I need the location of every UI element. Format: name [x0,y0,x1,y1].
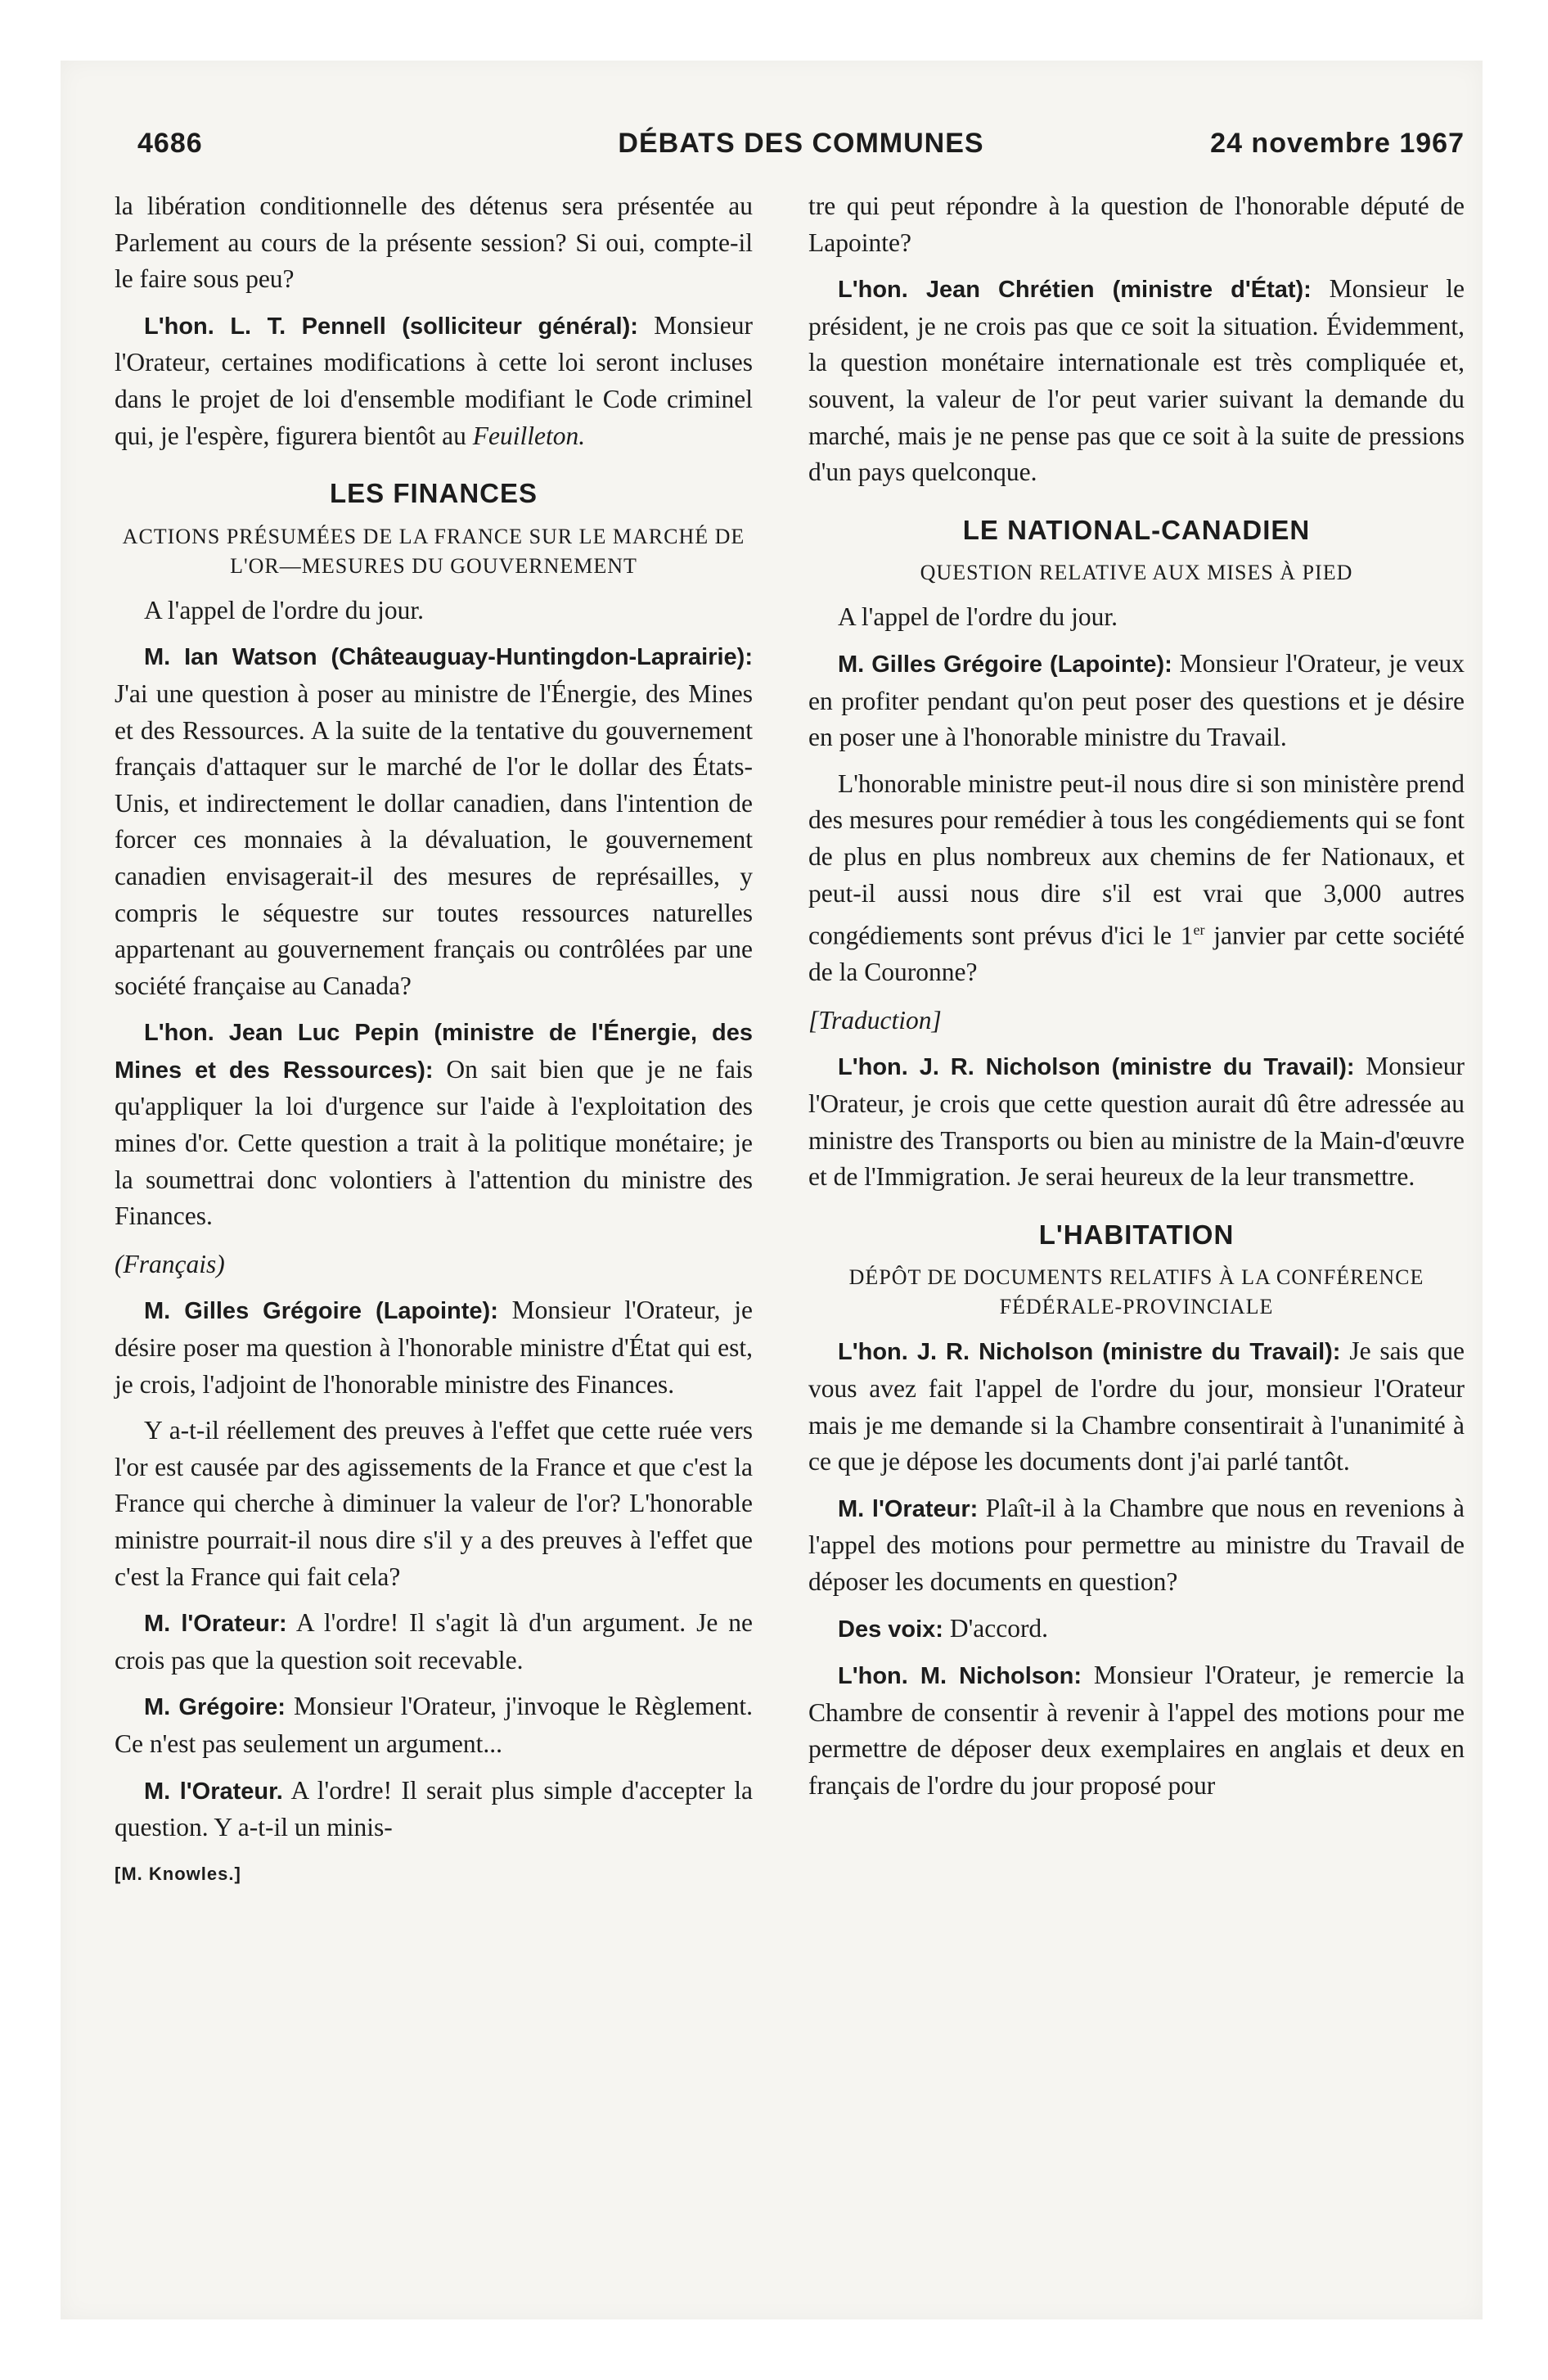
paragraph [115,308,753,454]
paragraph [808,1048,1465,1195]
speaker-name: M. Grégoire: [144,1694,286,1721]
language-note: [Traduction] [808,1005,942,1034]
speaker-name: L'hon. Jean Chrétien (ministre d'État): [838,277,1312,304]
speech-text: D'accord. [949,1613,1049,1643]
header-date: 24 novembre 1967 [1210,128,1465,159]
section-heading: L'HABITATION [1038,1219,1235,1250]
paragraph [115,1688,753,1762]
paragraph [808,646,1465,756]
section-heading: LES FINANCES [329,478,538,509]
paragraph [115,1773,753,1846]
speech-text: A l'ordre! Il serait plus simple d'accepter la question. Y a-t-il un minis- [115,1775,753,1842]
speech-text: Je sais que vous avez fait l'appel de l'ordre du jour, monsieur l'Orateur mais je me demande si la Chambre consentirait à l'unanimité à ce que je dépose les documents dont j'ai parlé tantôt. [808,1336,1465,1476]
speech-text: Monsieur l'Orateur, je veux en profiter pendant qu'on peut poser des questions et je désire en poser une à l'honorable ministre du Travail. [808,648,1465,752]
paragraph: tre qui peut répondre à la question de l'honorable député de Lapointe? [808,192,1465,257]
paragraph [808,1490,1465,1601]
speaker-name: M. Gilles Grégoire (Lapointe): [838,651,1172,678]
paragraph: Y a-t-il réellement des preuves à l'effet que cette ruée vers l'or est causée par des agissements de la France et que c'est la France qui cherche à diminuer la valeur de l'or? L'honorable ministre pourrait-il nous dire s'il y a des preuves à l'effet que c'est la France qui fait cela? [115,1416,753,1591]
speaker-name: M. l'Orateur. [144,1778,283,1805]
paragraph [808,766,1465,991]
speech-text: L'honorable ministre peut-il nous dire si son ministère prend des mesures pour remédier à tous les congédiements qui se font de plus en plus nombreux aux chemins de fer Nationaux, et peut-il aussi nous dire s'il est vrai que 3,000 autres congédiements sont prévus d'ici le 1 [808,769,1465,950]
speaker-name: M. Gilles Grégoire (Lapointe): [144,1298,498,1325]
paragraph [808,271,1465,491]
speech-text: Plaît-il à la Chambre que nous en revenions à l'appel des motions pour permettre au ministre du Travail de déposer les documents en question? [808,1493,1465,1596]
paragraph [115,1292,753,1403]
paragraph [115,638,753,1004]
section-subheading: DÉPÔT DE DOCUMENTS RELATIFS À LA CONFÉRENCE FÉDÉRALE-PROVINCIALE [848,1265,1424,1319]
speech-text: Monsieur l'Orateur, je remercie la Chambre de consentir à revenir à l'appel des motions pour me permettre de déposer deux exemplaires en anglais et deux en français de l'ordre du jour proposé pour [808,1661,1465,1800]
speech-text: Monsieur l'Orateur, je désire poser ma question à l'honorable ministre d'État qui est, je crois, l'adjoint de l'honorable ministre des Finances. [115,1296,753,1399]
paragraph: A l'appel de l'ordre du jour. [838,602,1118,632]
paragraph [808,1657,1465,1804]
speaker-name: L'hon. J. R. Nicholson (ministre du Travail): [838,1339,1341,1366]
paragraph [808,1333,1465,1480]
speech-text: J'ai une question à poser au ministre de l'Énergie, des Mines et des Ressources. A la suite de la tentative du gouvernement français d'attaquer sur le marché de l'or le dollar des États-Unis, et indirectement le dollar canadien, dans l'intention de forcer ces monnaies à la dévaluation, le gouvernement canadien envisagerait-il des mesures de représailles, y compris le séquestre sur toutes ressources naturelles appartenant au gouvernement français ou contrôlées par une société française au Canada? [115,678,753,1000]
paragraph [808,1611,1465,1648]
paragraph [115,1014,753,1235]
language-note: (Français) [115,1249,225,1278]
speech-text: Monsieur l'Orateur, je crois que cette question aurait dû être adressée au ministre des Transports ou bien au ministre de la Main-d'œuvre et de l'Immigration. Je serai heureux de la leur transmettre. [808,1052,1465,1192]
italic-term: Feuilleton. [472,421,586,450]
paragraph: la libération conditionnelle des détenus sera présentée au Parlement au cours de la présente session? Si oui, compte-il le faire sous peu? [115,192,753,294]
speaker-name: M. Ian Watson (Châteauguay-Huntingdon-Laprairie): [144,644,753,671]
speech-text: Monsieur l'Orateur, certaines modifications à cette loi seront incluses dans le projet de loi d'ensemble modifiant le Code criminel qui, je l'espère, figurera bientôt au [115,310,753,450]
speaker-name: L'hon. L. T. Pennell (solliciteur général): [144,313,638,340]
section-subheading: QUESTION RELATIVE AUX MISES À PIED [920,561,1353,585]
speaker-name: L'hon. J. R. Nicholson (ministre du Travail): [838,1054,1355,1081]
speaker-name: L'hon. Jean Luc Pepin (ministre de l'Énergie, des Mines et des Ressources): [115,1020,753,1084]
speaker-name: Des voix: [838,1616,943,1643]
section-subheading: ACTIONS PRÉSUMÉES DE LA FRANCE SUR LE MARCHÉ DE L'OR—MESURES DU GOUVERNEMENT [122,524,745,578]
publication-title: DÉBATS DES COMMUNES [618,128,984,159]
speaker-name: M. l'Orateur: [144,1611,287,1638]
section-heading: LE NATIONAL-CANADIEN [962,514,1311,545]
hansard-page [115,123,1465,2259]
page-number: 4686 [137,128,203,159]
speech-text: janvier par cette société de la Couronne? [808,921,1465,987]
right-column [808,188,1465,1814]
paragraph: A l'appel de l'ordre du jour. [144,595,425,624]
superscript: er [1193,922,1205,939]
speaker-name: M. l'Orateur: [838,1495,979,1522]
speech-text: Monsieur le président, je ne crois pas que ce soit la situation. Évidemment, la question monétaire internationale est très compliquée et, souvent, la valeur de l'or peut varier suivant la demande du marché, mais je ne pense pas que ce soit à la suite de pressions d'un pays quelconque. [808,274,1465,487]
speech-text: On sait bien que je ne fais qu'appliquer la loi d'urgence sur l'aide à l'exploitation des mines d'or. Cette question a trait à la politique monétaire; je la soumettrai donc volontiers à l'attention du ministre des Finances. [115,1054,754,1231]
paragraph [115,1605,753,1679]
footer-note: [M. Knowles.] [115,1863,241,1884]
left-column [115,188,753,1892]
speech-text: A l'ordre! Il s'agit là d'un argument. Je ne crois pas que la question soit recevable. [115,1608,754,1675]
speech-text: Monsieur l'Orateur, j'invoque le Règlement. Ce n'est pas seulement un argument... [115,1692,754,1758]
speaker-name: L'hon. M. Nicholson: [838,1663,1082,1690]
running-header [137,123,1465,172]
